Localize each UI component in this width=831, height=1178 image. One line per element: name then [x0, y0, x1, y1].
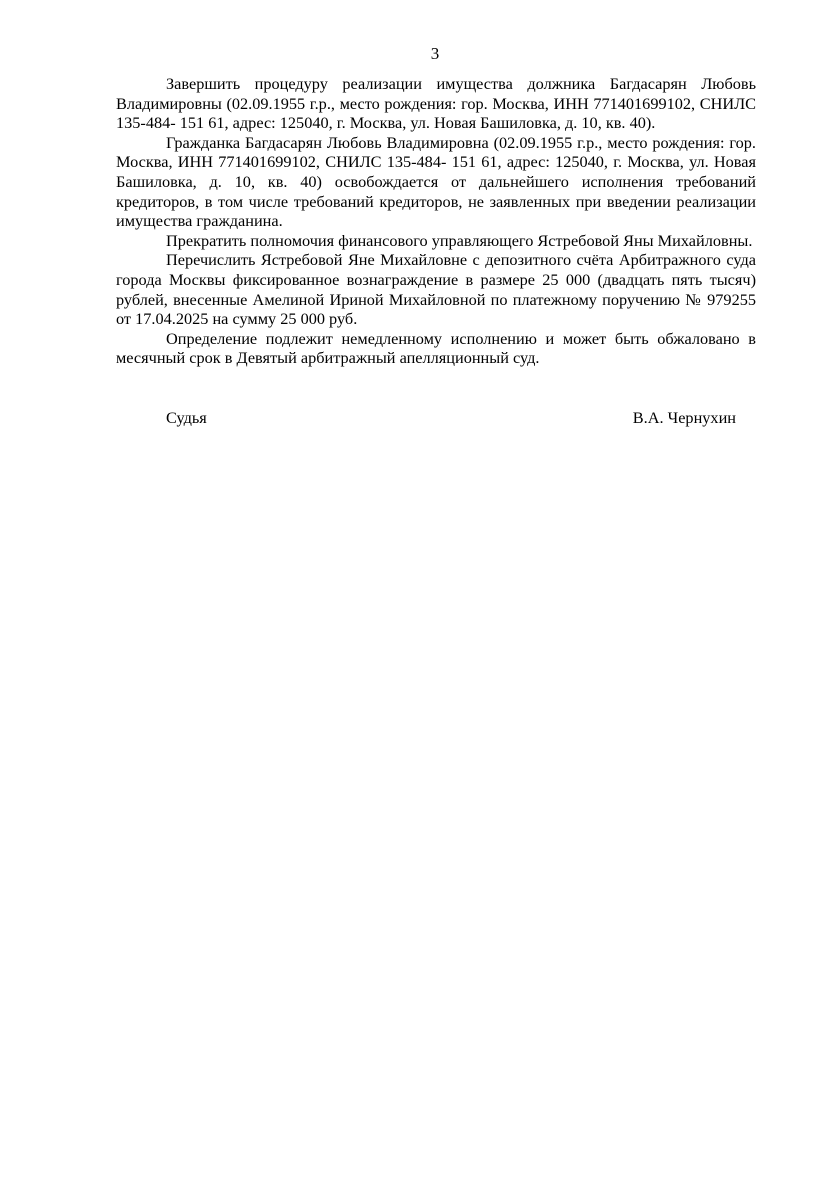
page-number: 3 — [430, 44, 440, 63]
paragraph-complete-procedure: Завершить процедуру реализации имущества должника Багдасарян Любовь Владимировны (02.09.1955 г.р., место рождения: гор. Москва, ИНН 771401699102, СНИЛС 135-484- 151 61, адрес: 125040, г. Москва, ул. Новая Башиловка, д. 10, кв. 40). — [116, 74, 756, 133]
paragraph-terminate-manager-powers: Прекратить полномочия финансового управляющего Ястребовой Яны Михайловны. — [166, 230, 753, 250]
judge-name: В.А. Чернухин — [632, 408, 736, 427]
paragraph-release-from-obligations: Гражданка Багдасарян Любовь Владимировна (02.09.1955 г.р., место рождения: гор. Москва, ИНН 771401699102, СНИЛС 135-484- 151 61, адрес: 125040, г. Москва, ул. Новая Башиловка, д. 10, кв. 40) освобождается от дальнейшего исполнения требований кредиторов, в том числе требований кредиторов, не заявленных при введении реализации имущества гражданина. — [116, 132, 756, 231]
signature-block — [166, 408, 736, 428]
signature-role: Судья — [166, 408, 207, 427]
paragraph-transfer-remuneration: Перечислить Ястребовой Яне Михайловне с депозитного счёта Арбитражного суда города Москвы фиксированное вознаграждение в размере 25 000 (двадцать пять тысяч) рублей, внесенные Амелиной Ириной Михайловной по платежному поручению № 979255 от 17.04.2025 на сумму 25 000 руб. — [116, 250, 756, 329]
ruling-text — [116, 74, 756, 368]
paragraph-appeal-notice: Определение подлежит немедленному исполнению и может быть обжаловано в месячный срок в Девятый арбитражный апелляционный суд. — [116, 328, 756, 368]
